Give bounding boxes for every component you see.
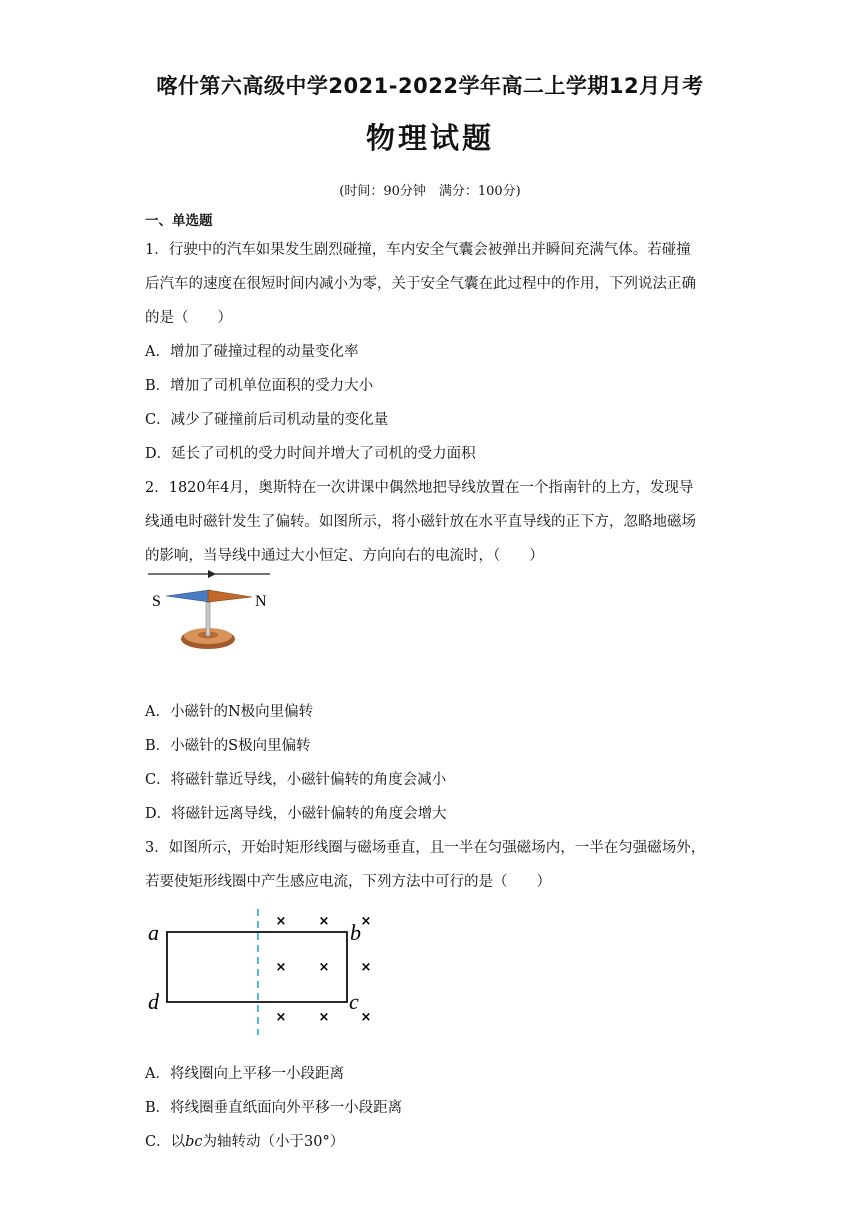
cross-mark: × [275,960,287,975]
q1-stem-line: 的是（ ） [145,310,232,326]
exam-title: 喀什第六高级中学2021-2022学年高二上学期12月月考 [156,74,704,98]
q1-option-b: B．增加了司机单位面积的受力大小 [145,378,374,394]
q3-option-a: A．将线圈向上平移一小段距离 [145,1066,344,1082]
label-s: S [152,593,161,610]
q2-option-c: C．将磁针靠近导线，小磁针偏转的角度会减小 [145,772,447,788]
q2-stem-line: 2．1820年4月，奥斯特在一次讲课中偶然地把导线放置在一个指南针的上方，发现导 [145,480,694,496]
q2-option-b: B．小磁针的S极向里偏转 [145,738,311,754]
q3-option-c-suffix: 为轴转动（小于30°） [202,1134,345,1150]
label-b: b [350,920,361,945]
needle-s-half [166,590,210,602]
cross-mark: × [318,960,330,975]
q3-option-c-axis: bc [185,1134,203,1150]
coil-figure [140,905,390,1040]
q3-option-b: B．将线圈垂直纸面向外平移一小段距离 [145,1100,403,1116]
cross-mark: × [360,1010,372,1025]
q2-stem-line: 的影响，当导线中通过大小恒定、方向向右的电流时，（ ） [145,548,544,564]
q1-option-d: D．延长了司机的受力时间并增大了司机的受力面积 [145,446,476,462]
cross-mark: × [275,1010,287,1025]
q3-stem-line: 3．如图所示，开始时矩形线圈与磁场垂直，且一半在匀强磁场内，一半在匀强磁场外， [145,840,706,856]
q3-option-c-prefix: C．以 [145,1134,186,1150]
cross-mark: × [360,914,372,929]
q3-option-c [145,1130,344,1151]
section-heading: 一、单选题 [145,213,213,229]
q1-option-c: C．减少了碰撞前后司机动量的变化量 [145,412,389,428]
cross-mark: × [318,1010,330,1025]
q1-stem-line: 1．行驶中的汽车如果发生剧烈碰撞，车内安全气囊会被弹出并瞬间充满气体。若碰撞 [145,242,691,258]
exam-meta: (时间：90分钟 满分：100分) [339,184,521,199]
needle-n-half [208,590,252,602]
q1-option-a: A．增加了碰撞过程的动量变化率 [145,344,359,360]
cross-mark: × [360,960,372,975]
cross-mark: × [318,914,330,929]
label-d: d [148,989,159,1014]
current-arrow-icon [208,570,216,578]
q2-option-d: D．将磁针远离导线，小磁针偏转的角度会增大 [145,806,447,822]
q3-stem-line: 若要使矩形线圈中产生感应电流，下列方法中可行的是（ ） [145,874,551,890]
exam-subject-title: 物理试题 [365,121,494,155]
label-n: N [255,593,267,610]
label-c: c [349,989,359,1014]
q2-stem-line: 线通电时磁针发生了偏转。如图所示，将小磁针放在水平直导线的正下方，忽略地磁场 [145,514,696,530]
label-a: a [148,920,159,945]
compass-figure [140,566,280,661]
compass-pin [206,602,210,636]
q1-stem-line: 后汽车的速度在很短时间内减小为零，关于安全气囊在此过程中的作用，下列说法正确 [145,276,696,292]
q2-option-a: A．小磁针的N极向里偏转 [145,704,314,720]
cross-mark: × [275,914,287,929]
